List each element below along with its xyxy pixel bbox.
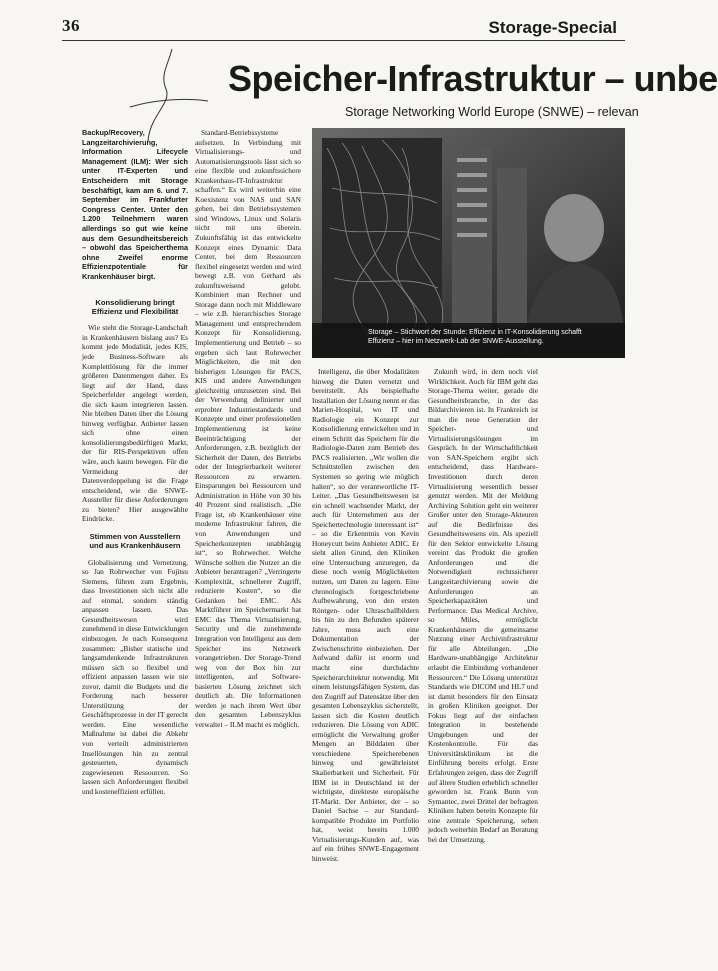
body-paragraph: Standard-Betriebssysteme aufsetzen. In Verbindung mit Virtualisierungs- und Automatisierungstools lässt sich so eine flexible und zukunftssichere Krankenhaus-IT-Infrastruktur schaffen.“ Es wird weiterhin eine Koexistenz von NAS und SAN geben, bei den Betriebssystemen sind Windows, Linux und Solaris nicht mit uns überein. Zukunftsfähig ist das entwickelte Konzept eines Dynamic Data Center, bei dem Ressourcen flexibel eingesetzt werden und wird bewegt z.B. von Gerhard als zukunftsweisend gelobt. Kombiniert man Rechner und Storage dann noch mit Middleware – wie z.B. hierarchisches Storage Management und entsprechendem Konzept für Konsolidierung, Implementierung und Betrieb – so ergeben sich laut Rohrwecher Möglichkeiten, die mit den bisherigen Lösungen für PACS, KIS und andere Anwendungen gleichzeitig umzusetzen sind. Bei der Verwendung definierter und erprobter Industriestandards und Konzepte und einer professionellen Implementierung ist keine Beeinträchtigung der Anforderungen, z.B. bezüglich der Sicherheit der Daten, des Betriebs oder der Integrierbarkeit weiterer Ressourcen zu erwarten. Einsparungen bei Ressourcen und Administration in Höhe von 30 bis 40 Prozent sind realistisch. „Die Frage ist, ob Krankenhäuser eine moderne Infrastruktur fahren, die von Anwendungen und Speicherkonzepten unabhängig ist“, so Rohrwecher. Welche Wünsche sollten die Nutzer an die Anbieter herantragen? „Verringerte Komplexität, schnellerer Zugriff, reduzierte Kosten“, so die Gedanken bei EMC. Als Marktführer im Speichermarkt hat EMC das Thema Virtualisierung, Security und die zunehmende Integration von Intelligenz aus dem Speicher ins Netzwerk vorangetrieben. Der Storage-Trend weg von der Box hin zur intelligenten, auf Software-basierten Lösung zeichnet sich deutlich ab. Die Informationen werden je nach ihrem Wert über den gesamten Lebenszyklus verwaltet – ILM macht es möglich.	[195, 128, 301, 729]
column-1	[82, 128, 188, 964]
article-subheadline: Storage Networking World Europe (SNWE) – relevan	[345, 105, 639, 119]
column-2	[195, 128, 301, 964]
subheading-consolidation: Konsolidierung bringt Effizienz und Flexibilität	[91, 297, 179, 316]
section-title: Storage-Special	[488, 18, 617, 37]
page-number: 36	[62, 16, 80, 35]
body-paragraph: Wie steht die Storage-Landschaft in Krankenhäusern bislang aus? Es kommt jede Modalität, jedes KIS, jede Business-Software als Komplettlösung für die immer größeren Datenmengen daher. Es liegt auf der Hand, dass Speicherfelder angelegt werden, die sich kaum integrieren lassen. Nie bleiben Daten über die Lösung hinweg verfügbar. Anbieter lassen sich ohne einen konsolidierungsbedürftigen Markt, der für RIS-Perspektiven offen wäre, auch kaum bewegen. Für die Vermeidung der Datenverdoppelung ist die Frage entscheidend, wie die SNWE-Aussteller für diese Anforderungen zu bieten? Hier ausgewählte Eindrücke.	[82, 323, 188, 524]
header-rule	[62, 40, 625, 41]
article-photo	[312, 128, 625, 358]
column-4	[428, 367, 538, 965]
body-paragraph: Intelligenz, die über Modalitäten hinweg die Daten vernetzt und bereitstellt. Als beispielhafte Installation der Lösung nennt er das Marien-Hospital, wo IT und Radiologie ein Konzept zur Konsolidierung entwickelten und in einem Schritt das Speichern für die Radiologie-Daten zum Betrieb des PACS realisierten. „Wir wollen die Schnittstellen zwischen den Systemen so gering wie möglich halten“, so der verantwortliche IT-Leiter. „Das Gesundheitswesen ist ein schnell wachsender Markt, der auch für Unternehmen aus der Speichertechnologie interessant ist“ – so die Erkenntnis von Kevin Honeycutt beim Anbieter ADIC. Er sieht allen Grund, den Kliniken eine Untersuchung anzuregen, da diese noch wenig Möglichkeiten nutzen, um Daten zu lagern. Eine chronologisch fortgeschriebene Aufbewahrung, von den ersten Röntgen- oder Ultraschallbildern bis hin zu den Befunden späterer Jahre, muss auch eine Dokumentation der Zwischenschritte einbeziehen. Der Aufwand dafür ist enorm und macht eine durchdachte Speicherarchitektur notwendig. Mit einem leistungsfähigen System, das den Zugriff auf Datensätze über den gesamten Lebenszyklus sicherstellt, lassen sich die Kosten deutlich reduzieren. Die Lösung von ADIC ermöglicht die Verwaltung großer Mengen an Bilddaten über verschiedene Speicherebenen hinweg und gewährleistet Skalierbarkeit und Sicherheit. Für IBM ist in Deutschland ist der wichtigste, direkteste europäische IT-Markt. Der Anbieter, der – so Daniel Sachse – zur Standard-kompatible Produkte im Portfolio hat, weist bereits 1.000 Virtualisierungs-Kunden auf, was auf ein frühes SNWE-Engagement hinweist.	[312, 367, 419, 863]
body-paragraph: Zukunft wird, in dem noch viel Wirklichkeit. Auch für IBM geht das Storage-Thema weiter, gerade die Gesundheitsbranche, in der das Bildarchivieren ist. In Frankreich ist man die neue Generation der Speicher- und Virtualisierungslösungen im Gespräch. In der Wirtschaftlichkeit von SAN-Speichern ergibt sich entscheidend, dass Hardware-Investitionen durch deren Virtualisierung wesentlich besser genutzt werden. Mit der Meldung Archiving Solution geht ein weiterer Großer unter den Storage-Akteuren auf die Bedürfnisse des Gesundheitswesens ein. Als speziell für den Sektor entwickelte Lösung vereint das Produkt die großen Anforderungen und die Notwendigkeit rechtssicherer Langzeitarchivierung sowie die Anforderungen an Speicherkapazitäten und Performance. Das Medical Archive, so Miles, ermöglicht Krankenhäusern die gemeinsame Nutzung einer Archivinfrastruktur für alle Abteilungen. „Die Hardware-unabhängige Architektur erlaubt die Einbindung vorhandener Ressourcen.“ Die Lösung unterstützt Standards wie DICOM und HL7 und ist damit besonders für den Einsatz in großen Kliniken geeignet. Der Fokus liegt auf der einfachen Integration in bestehende Umgebungen und der Kostenkontrolle. Für das Universitätsklinikum ist die Einführung bereits erfolgt. Erste Erfahrungen zeigen, dass der Zugriff auf ältere Studien erheblich schneller geworden ist. Frank Bunn von Symantec, zwei Drittel der befragten Kliniken haben bereits Konzepte für eine zentrale Speicherung, sehen jedoch weiterhin Bedarf an Beratung bei der Umsetzung.	[428, 367, 538, 844]
server-rack-photo	[312, 128, 625, 358]
photo-caption: Storage – Stichwort der Stunde: Effizienz in IT-Konsolidierung schafft Effizienz – hier im Netzwerk-Lab der SNWE-Ausstellung.	[368, 329, 582, 345]
article-headline: Speicher-Infrastruktur – unbe	[228, 58, 718, 99]
article-lead: Backup/Recovery, Langzeitarchivierung, Information Lifecycle Management (ILM): Wer sich unter IT-Experten und Entscheidern mit Storage beschäftigt, kam am 6. und 7. September im Frankfurter Congress Center. Unter den 1.200 Teilnehmern waren allerdings so gut wie keine aus dem Gesundheitsbereich – obwohl das Speicherthema ohne Zweifel enorme Effizienzpotentiale für Krankenhäuser birgt.	[82, 128, 188, 281]
subheading-voices: Stimmen von Ausstellern und aus Krankenhäusern	[89, 531, 181, 551]
column-3	[312, 367, 419, 965]
body-paragraph: Globalisierung und Vernetzung, so Jan Rohrwecher von Fujitsu Siemens, führen zum Ergebnis, dass Investitionen sich nicht alle auf einmal, sondern ständig anpassen lassen. Das Gesundheitswesen wird zunehmend in diese Entwicklungen einbezogen. Je nach Konsequenz zusammen: „Bisher statische und langsamdenkende Infrastrukturen müssen sich so flexibel und effizient anpassen lassen wie nie zuvor, damit die Budgets und die Forderung nach besserer Unterstützung der Geschäftsprozesse in der IT gerecht werden. Eine wesentliche Maßnahme ist dabei die Abkehr von verteilt administrierten Insellösungen hin zu zentral gesteuerten, dynamisch zugewiesenen Ressourcen. So lassen sich Anforderungen flexibel und kosteneffizient erfüllen.	[82, 557, 188, 796]
